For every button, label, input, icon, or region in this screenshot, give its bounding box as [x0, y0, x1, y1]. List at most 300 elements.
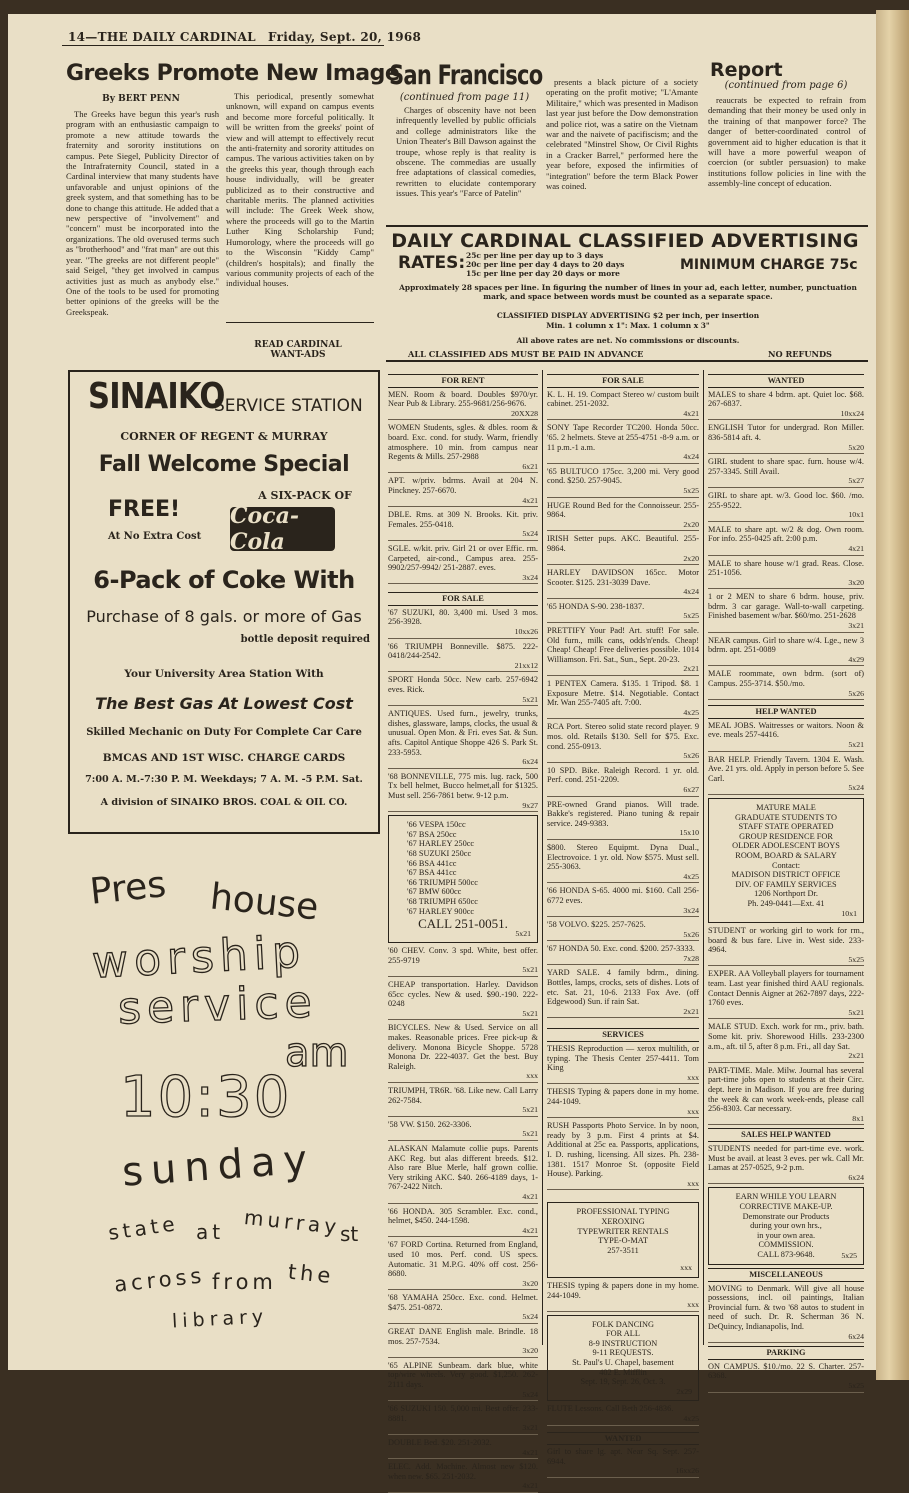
- sale-ad-code: 4x25: [683, 871, 699, 881]
- sale-ad-code: 3x20: [522, 1278, 538, 1288]
- motorcycle-line: '66 TRIUMPH 500cc: [407, 877, 478, 887]
- motorcycle-line: '67 BSA 250cc: [407, 829, 457, 839]
- mature-male-line: OLDER ADOLESCENT BOYS: [732, 841, 840, 851]
- classified-note-spacing: Approximately 28 spaces per line. In figuring the number of lines in your ad, each letter, number, punctuation mark, and space between words must be counted as a separate space.: [399, 283, 857, 301]
- sale-ad: [547, 423, 699, 463]
- pres-word: Pres: [88, 864, 168, 913]
- sale-ad: [388, 1361, 538, 1401]
- rate-lines: [466, 251, 624, 278]
- sale-ad-text: ELEC. Add. Machine. Almost new $120. when new. $65. 251-2032.: [388, 1462, 538, 1481]
- sale-ad-text: DOUBLE Bed. $20. 251-2032.: [388, 1438, 492, 1447]
- motorcycle-line: '67 HARLEY 900cc: [407, 906, 475, 916]
- help-ad: [708, 721, 864, 752]
- sinaiko-corner: CORNER OF REGENT & MURRAY: [120, 430, 328, 443]
- wanted-ad: [708, 525, 864, 556]
- sale-ad-code: 4x24: [683, 452, 699, 462]
- earn-line: in your own area.: [756, 1230, 816, 1240]
- sale-ad: [547, 800, 699, 840]
- earn-while-learn-box: [708, 1187, 864, 1265]
- wanted-ad: [708, 491, 864, 522]
- folk-dancing-line: FOR ALL: [606, 1329, 640, 1339]
- sales-help-ad-code: 6x24: [848, 1172, 864, 1182]
- parking-ad: [708, 1362, 864, 1393]
- rent-ad-code: 5x24: [522, 529, 538, 539]
- wanted-ad: [708, 592, 864, 632]
- earn-line: Demonstrate our Products: [742, 1211, 830, 1221]
- help-ad: [708, 1022, 864, 1062]
- mature-male-line: Ph. 249-0441—Ext. 41: [747, 898, 825, 908]
- sale-ad-code: 5x26: [683, 929, 699, 939]
- sf-continued: (continued from page 11): [399, 92, 530, 103]
- rent-ad: [388, 476, 538, 507]
- sale-ad: [547, 501, 699, 532]
- sinaiko-charge-cards: BMCAS AND 1ST WISC. CHARGE CARDS: [102, 752, 346, 764]
- sale-ad: [547, 968, 699, 1018]
- sale-ad-code: 4x21: [522, 1191, 538, 1201]
- service-ad: [547, 1087, 699, 1118]
- classified-column-a: [388, 372, 538, 1491]
- sale-ad: [547, 568, 699, 599]
- for-sale-list-b: [547, 390, 699, 1019]
- sf-headline: San Francisco: [389, 60, 543, 91]
- service-ad-text: RUSH Passports Photo Service. In by noon, ready by 3 p.m. First 4 prints at $4. Additional at 25c ea. Passports, applications, I. D. rushing, licensing. All sizes. Ph. 238-1381. 1517 Monroe St. (opposite Field House). Parking.: [547, 1121, 699, 1179]
- for-rent-head: FOR RENT: [388, 374, 538, 388]
- at-word: at: [196, 1220, 225, 1244]
- sale-ad-text: '65 HONDA S-90. 238-1837.: [547, 601, 645, 611]
- classified-column-b: [547, 372, 699, 1476]
- help-ad-code: 5x21: [848, 1007, 864, 1017]
- sale-ad-code: 21xx12: [514, 660, 538, 670]
- sale-ad-code: 4x21: [522, 1225, 538, 1235]
- sale-ad: [388, 1404, 538, 1435]
- miscellaneous-head: MISCELLANEOUS: [708, 1268, 864, 1282]
- typing-line: TYPEWRITER RENTALS: [577, 1226, 669, 1236]
- earn-line: EARN WHILE YOU LEARN: [735, 1192, 837, 1202]
- sale-ad-text: GREAT DANE English male. Brindle. 18 mos. 257-7534.: [388, 1327, 538, 1346]
- service-ad: [547, 1121, 699, 1190]
- sale-ad-code: 10xx26: [514, 627, 538, 637]
- sale-ad-code: 5x25: [683, 485, 699, 495]
- motorcycle-code: 5x21: [515, 928, 531, 938]
- sale-ad-code: 5x26: [683, 751, 699, 761]
- service-time: 10:30: [120, 1065, 292, 1130]
- motorcycle-line: '68 TRIUMPH 650cc: [407, 896, 478, 906]
- sinaiko-deposit: bottle deposit required: [240, 634, 370, 645]
- rent-ad-text: DBLE. Rms. at 309 N. Brooks. Kit. priv. Females. 255-0418.: [388, 510, 538, 529]
- miscellaneous-ad-code: 6x24: [848, 1331, 864, 1341]
- typing-code: xxx: [680, 1263, 692, 1273]
- earn-line: COMMISSION.: [758, 1240, 814, 1250]
- sale-ad: [547, 679, 699, 719]
- sale-ad-text: '65 BULTUCO 175cc. 3,200 mi. Very good cond. $250. 257-9045.: [547, 466, 699, 486]
- help-ad-code: 5x24: [848, 783, 864, 793]
- motorcycle-call: CALL 251-0051.: [418, 916, 508, 932]
- wanted-head-b: WANTED: [547, 1432, 699, 1446]
- wanted-ad-code: 3x21: [848, 621, 864, 631]
- help-ad-code: 5x21: [848, 740, 864, 749]
- wanted-ad-text: GIRL to share apt. w/3. Good loc. $60. /mo. 255-9522.: [708, 490, 864, 510]
- sale-ad: [547, 534, 699, 565]
- sf-col2: [546, 77, 698, 217]
- help-ad-text: EXPER. AA Volleyball players for tournament team. Last year finished third AAU regionals. Contact Dennis Aigner at 262-7897 days, 222-1760 eves.: [708, 969, 864, 1008]
- sale-ad: [547, 944, 699, 965]
- library-word: library: [171, 1305, 269, 1333]
- sale-ad: [547, 626, 699, 676]
- sale-ad-text: '66 HONDA S-65. 4000 mi. $160. Call 256-6772 eves.: [547, 886, 699, 905]
- sale-ad-text: '68 BONNEVILLE, 775 mis. lug. rack, 500 Tx bell helmet, Bucco helmet,all for $1325. Must sell. 256-7861 betw. 9-12 p.m.: [388, 771, 538, 800]
- rent-ad-text: WOMEN Students, sgles. & dbles. room & board. Exc. cond. for study. Warm, friendly atmosphere. 10 min. from campus near Regents & Mills. 257-2988: [388, 423, 538, 462]
- sale-ad-text: K. L. H. 19. Compact Stereo w/ custom built cabinet. 251-2032.: [547, 389, 699, 409]
- rate-line: 25c per line per day up to 3 days: [466, 251, 604, 260]
- mature-male-line: GRADUATE STUDENTS TO: [734, 812, 838, 822]
- typing-lines: [554, 1207, 692, 1255]
- sale-ad-text: BICYCLES. New & Used. Service on all makes. Reasonable prices. Free pick-up & delivery. Monona Bicycle Shoppe. 5728 Monona Dr. 222-4037. Get the best. Buy Raleigh.: [388, 1023, 538, 1071]
- sale-ad-text: '68 YAMAHA 250cc. Exc. cond. Helmet. $475. 251-0872.: [388, 1293, 538, 1312]
- earn-line: during your own hrs.,: [750, 1221, 822, 1231]
- sinaiko-purchase: Purchase of 8 gals. or more of Gas: [86, 607, 362, 626]
- sale-ad-text: '58 VW. $150. 262-3306.: [388, 1119, 472, 1129]
- wanted-ad-text: ENGLISH Tutor for undergrad. Ron Miller. 836-5814 aft. 4.: [708, 423, 864, 442]
- folk-dancing-box: [547, 1315, 699, 1402]
- sale-ad-code: 3x21: [522, 1423, 538, 1433]
- for-sale-head: FOR SALE: [388, 592, 538, 606]
- sale-ad-code: 5x21: [522, 694, 538, 704]
- earn-lines: [715, 1192, 857, 1259]
- wanted-ad-code: 10x1: [848, 510, 864, 520]
- motorcycle-line: '66 BSA 441cc: [407, 858, 457, 868]
- state-word: state: [106, 1211, 180, 1245]
- col-rule-2: [703, 370, 704, 1345]
- classified-title: DAILY CARDINAL CLASSIFIED ADVERTISING: [391, 230, 859, 252]
- sale-ad-code: 2x20: [683, 519, 699, 529]
- service-word: service: [117, 976, 319, 1035]
- sale-ad: [547, 886, 699, 917]
- service-ad-text: THESIS Typing & papers done in my home. 244-1049.: [547, 1087, 699, 1106]
- classified-header-rule: [386, 360, 868, 362]
- mature-male-line: 1206 Northport Dr.: [754, 889, 818, 899]
- help-ad-code: 2x21: [848, 1051, 864, 1061]
- sinaiko-best-gas: The Best Gas At Lowest Cost: [95, 694, 353, 713]
- flute-ad-code: 4x25: [683, 1414, 699, 1424]
- sf-col1-text: Charges of obscenity have not been infrequently levelled by public officials and college administrators like the Union Theater's Bill Dawson against the troupe, whose reply is that reality is obscene. The commedias are usually free adaptations of classical comedies, rewritten to elucidate contemporary issues. This year's "Farce of Patelin": [396, 105, 536, 199]
- sale-ad-code: 15x10: [679, 828, 699, 838]
- from-word: from: [212, 1270, 277, 1294]
- wanted-ad: [708, 559, 864, 590]
- wanted-ad-code: 3x20: [848, 577, 864, 587]
- sale-ad: [388, 1438, 538, 1459]
- sales-help-list: [708, 1144, 864, 1184]
- col-rule-1: [542, 370, 543, 1345]
- sale-ad-code: 2x20: [683, 553, 699, 563]
- sale-ad-code: 4x25: [683, 707, 699, 717]
- rent-ad: [388, 423, 538, 473]
- sale-ad-text: TRIUMPH, TR6R. '68. Like new. Call Larry 262-7584.: [388, 1086, 538, 1105]
- motorcycle-line: '68 SUZUKI 250cc: [407, 848, 472, 858]
- folk-dancing-line: 402 E. Mifflin: [599, 1367, 647, 1377]
- wanted-ad-text: Girl to share lg. apt. Near Sq. Sept. 257-6944.: [547, 1447, 699, 1466]
- sale-ad-text: HUGE Round Bed for the Connoisseur. 255-9864.: [547, 500, 699, 520]
- classified-advance-notice: ALL CLASSIFIED ADS MUST BE PAID IN ADVANCE: [408, 349, 644, 359]
- motorcycle-line: '67 BMW 600cc: [407, 887, 462, 897]
- sale-ad: [547, 602, 699, 623]
- earn-line: CALL 873-9648.: [757, 1249, 815, 1259]
- mature-male-line: GROUP RESIDENCE FOR: [739, 831, 833, 841]
- typing-line: XEROXING: [601, 1216, 645, 1226]
- rent-ad-text: MEN. Room & board. Doubles $970/yr. Near Pub & Library. 255-9681/256-9676.: [388, 389, 538, 409]
- report-headline: Report: [710, 59, 783, 81]
- thesis-ad: [547, 1281, 699, 1312]
- classified-note-net: All above rates are net. No commissions or discounts.: [516, 336, 740, 345]
- sale-ad-code: 6x27: [683, 784, 699, 794]
- folio-left: 14—THE DAILY CARDINAL: [68, 30, 256, 44]
- help-ad: [708, 969, 864, 1019]
- sale-ad-text: ALASKAN Malamute collie pups. Parents AKC Reg. but alas different breeds. $12. Also rare Blue Merle, half grown collie. Very striking AKC. $40. 266-4189 days, 1-767-2422 Nitch.: [388, 1143, 538, 1192]
- help-wanted-head: HELP WANTED: [708, 705, 864, 719]
- sale-ad-text: '66 HONDA. 305 Scrambler. Exc. cond., helmet, $450. 244-1598.: [388, 1206, 538, 1226]
- service-ad-text: THESIS Reproduction — xerox multilith, or typing. The Thesis Center 257-4411. Tom King: [547, 1044, 699, 1073]
- help-ad-text: MALE STUD. Exch. work for rm., priv. bath. Some kit. priv. Shorewood Hills. 233-2300 a.m., aft. til 5, after 8 p.m. Fri., all day Sat.: [708, 1022, 864, 1051]
- wanted-ad: [708, 390, 864, 421]
- report-text: [708, 95, 866, 215]
- the-word: the: [286, 1259, 336, 1289]
- thesis-ad-text: THESIS typing & papers done in my home. 244-1049.: [547, 1280, 699, 1300]
- sale-ad-text: PRETTIFY Your Pad! Art. stuff! For sale. Old furn., milk cans, odds'n'ends. Cheap! Cheap! Cheap! Free deliveries possible. 1014 Williamson. Fri. Sat., Sun., Sept. 20-23.: [547, 626, 699, 664]
- sale-ad: [547, 390, 699, 421]
- classified-no-refunds: NO REFUNDS: [768, 349, 832, 359]
- wanted-ad-code: 10xx24: [840, 408, 864, 418]
- sale-ad-text: '67 SUZUKI, 80. 3,400 mi. Used 3 mos. 256-3928.: [388, 607, 538, 627]
- sale-ad: [388, 1327, 538, 1358]
- sinaiko-fall-special: Fall Welcome Special: [98, 452, 350, 477]
- sale-ad-code: 2x21: [683, 1006, 699, 1016]
- help-ad: [708, 1066, 864, 1126]
- greeks-headline: Greeks Promote New Image: [66, 61, 400, 86]
- wanted-ad-code: 5x20: [848, 442, 864, 452]
- sale-ad-code: xxx: [526, 1071, 538, 1081]
- sale-ad-text: PRE-owned Grand pianos. Will trade. Bakke's registered. Piano tuning & repair service. 249-9383.: [547, 799, 699, 828]
- sale-ad: [388, 1462, 538, 1493]
- rent-ad-code: 3x24: [522, 572, 538, 582]
- greeks-end-rule: [226, 322, 374, 323]
- worship-word: worship: [90, 926, 308, 989]
- rate-line: 15c per line per day 20 days or more: [466, 269, 620, 278]
- folk-dancing-lines: [554, 1320, 692, 1387]
- rate-line: 20c per line per day 4 days to 20 days: [466, 260, 625, 269]
- mature-male-line: ROOM, BOARD & SALARY: [735, 850, 837, 860]
- sale-ad: [388, 946, 538, 977]
- wanted-ad-text: MALES to share 4 bdrm. apt. Quiet loc. $68. 267-6837.: [708, 389, 864, 409]
- motorcycle-line: '67 HARLEY 250cc: [407, 839, 475, 849]
- rent-ad-code: 20XX28: [511, 408, 538, 418]
- sf-col2-text: presents a black picture of a society operating on the profit motive; "L'Amante Militaire," which was presented in Madison last year just before the Dow demonstration and police riot, was a satire on the Vietnam war and the naivete of pacifiscism; and the celebrated "Minstrel Show, Or Civil Rights in a Cracker Barrel," performed here the year before, exposed the infirmities of "integration" before the term Black Power was coined.: [546, 77, 698, 192]
- sale-ad: [388, 1144, 538, 1204]
- parking-ad-code: 5x25: [848, 1381, 864, 1391]
- sale-ad: [388, 1240, 538, 1290]
- sale-ad-code: 3x20: [522, 1346, 538, 1356]
- minimum-charge: MINIMUM CHARGE 75c: [680, 257, 858, 273]
- sales-help-ad-text: STUDENTS needed for part-time eve. work. Must be avail. at least 3 eves. per wk. Call Mr. Lamas at 257-0525, 9-2 p.m.: [708, 1143, 864, 1173]
- for-sale-head-b: FOR SALE: [547, 374, 699, 388]
- service-ad: [547, 1044, 699, 1084]
- greeks-col2-text: This periodical, presently somewhat unknown, will expand on campus events and become more forceful politically. It will be written from the greeks' point of view and will attempt to effectively recut the anti-fraternity and sorority attitudes on campus. The various activities taken on by the greeks this year, though through each house individually, will be greater publicized as to their constructive and charitable merits. The planned activities will include: The Greek Week show, where the proceeds will go to the Martin Luther King Scholarship Fund; Humorology, where the proceeds will go to the Wisconsin "Kiddy Camp" (children's hospitals); and finally the various community projects of each of the individual houses.: [226, 91, 374, 289]
- sale-ad-text: HARLEY DAVIDSON 165cc. Motor Scooter. $125. 231-3039 Dave.: [547, 568, 699, 587]
- classified-column-c: [708, 372, 864, 1391]
- for-sale-list-2: [388, 946, 538, 1493]
- sinaiko-six-pack-of: A SIX-PACK OF: [258, 489, 352, 502]
- miscellaneous-list: [708, 1284, 864, 1344]
- wanted-ad: [708, 669, 864, 700]
- wanted-ad-text: MALE to share apt. w/2 & dog. Own room. For info. 255-0425 aft. 2:00 p.m.: [708, 524, 864, 544]
- sale-ad-code: 7x28: [683, 953, 699, 963]
- rent-ad-text: SGLE. w/kit. priv. Girl 21 or over Effic. rm. Carpeted, air-cond., Campus area. 255-9902/257-9942/ 251-2887. eves.: [388, 543, 538, 573]
- sale-ad-text: 1 PENTEX Camera. $135. 1 Tripod. $8. 1 Exposure Metre. $14. Negotiable. Contact Mr. Wan 255-7405 aft. 7:00.: [547, 679, 699, 708]
- help-ad-text: STUDENT or working girl to work for rm., board & bus fare. Live in. West side. 233-4964.: [708, 926, 864, 955]
- sale-ad-code: 5x21: [522, 1008, 538, 1018]
- sinaiko-hours: 7:00 A. M.-7:30 P. M. Weekdays; 7 A. M. -5 P.M. Sat.: [85, 774, 363, 785]
- sale-ad: [388, 1120, 538, 1141]
- sale-ad: [388, 1207, 538, 1238]
- sale-ad-text: SPORT Honda 50cc. New carb. 257-6942 eves. Rick.: [388, 675, 538, 695]
- miscellaneous-ad: [708, 1284, 864, 1344]
- wanted-list-b: [547, 1447, 699, 1478]
- help-ad: [708, 926, 864, 966]
- for-sale-list: [388, 608, 538, 812]
- sale-ad: [388, 709, 538, 769]
- mature-male-line: DIV. OF FAMILY SERVICES: [735, 879, 837, 889]
- sale-ad-code: 4x24: [683, 587, 699, 597]
- motorcycle-line: '66 VESPA 150cc: [407, 820, 466, 830]
- am-word: am: [285, 1030, 349, 1076]
- parking-ad-text: ON CAMPUS. $10./mo. 22 S. Charter. 257-6368.: [708, 1361, 864, 1381]
- earn-line: CORRECTIVE MAKE-UP.: [739, 1201, 833, 1211]
- sale-ad-text: RCA Port. Stereo solid state record player. 9 mos. old. Retails $130. Sell for $75. Exc. cond. 255-0913.: [547, 722, 699, 751]
- help-ad-text: MEAL JOBS. Waitresses or waitors. Noon & eve. meals 257-4416.: [708, 720, 864, 740]
- sale-ad: [388, 1293, 538, 1324]
- rent-ad: [388, 544, 538, 584]
- sale-ad-code: 6x24: [522, 757, 538, 767]
- classified-top-rule: [386, 225, 868, 227]
- help-ad: [708, 755, 864, 795]
- rent-ad-code: 4x21: [522, 495, 538, 505]
- wanted-head-c: WANTED: [708, 374, 864, 388]
- flute-ad-text: FLUTE Lessons. Call Beth 256-4836.: [547, 1404, 674, 1414]
- mature-male-line: MATURE MALE: [756, 802, 816, 812]
- sinaiko-no-extra-cost: At No Extra Cost: [108, 531, 202, 542]
- st-word: st: [340, 1222, 359, 1246]
- sinaiko-station: SERVICE STATION: [214, 396, 363, 416]
- greeks-col1-text: The Greeks have begun this year's rush program with an enthusiastic campaign to promote a new attitude towards the fraternity and sorority institutions on campus. Pete Siegel, Publicity Director of the Intrafraternity Council, stated in a Cardinal interview that many students have unfavorable and unjust opinions of the greek system, and that something has to be done to change this attitude. He added that a new perspective of "involvement" and "concern" must be incorporated into the organizations. The old overused terms such as "brotherhood" and "frat man" are out this year. "The greeks are not different people" said Seigel, "they get involved in campus activities just as much as anybody else." One of the tools to be used for promoting better opinions of the greeks will be the Greekspeak.: [66, 109, 219, 317]
- sale-ad: [388, 675, 538, 706]
- sinaiko-name: SINAIKO: [88, 376, 225, 417]
- sale-ad: [547, 722, 699, 762]
- help-ad-text: BAR HELP. Friendly Tavern. 1304 E. Wash. Ave. 21 yrs. old. Apply in person before 5. See Carl.: [708, 754, 864, 783]
- coca-cola-logo: Coca-Cola: [230, 507, 335, 551]
- typing-ad-box: [547, 1202, 699, 1278]
- parking-head: PARKING: [708, 1346, 864, 1360]
- classified-note-size: Min. 1 column x 1": Max. 1 column x 3": [546, 321, 710, 330]
- services-list: [547, 1044, 699, 1190]
- greeks-byline: By BERT PENN: [102, 94, 180, 104]
- sale-ad-code: 4x21: [522, 1447, 538, 1457]
- folk-dancing-line: FOLK DANCING: [592, 1319, 654, 1329]
- sale-ad-text: '60 CHEV. Conv. 3 spd. White, best offer. 255-9719: [388, 946, 538, 965]
- wanted-ad: [708, 457, 864, 488]
- wanted-ad: [708, 636, 864, 667]
- wanted-ad-code: 4x21: [848, 543, 864, 553]
- wanted-ad-text: GIRL student to share spac. furn. house w/4. 257-3345. Still Avail.: [708, 457, 864, 476]
- parking-list: [708, 1362, 864, 1393]
- earn-code: 5x25: [841, 1250, 857, 1260]
- help-ad-code: 8x1: [852, 1113, 864, 1123]
- sale-ad-text: ANTIQUES. Used furn., jewelry, trunks, dishes, glassware, lamps, clocks, the usual & unusual. Open Mon. & Fri. eves Sat. & Sun. afts. Capitol Antique Shoppe 426 S. Park St. 233-5953.: [388, 709, 538, 757]
- help-ad-text: PART-TIME. Male. Milw. Journal has several part-time jobs open to students at their Circ. dept. here in Madison. If you are free during the week & can work week-ends, please call 256-8303. Car necessary.: [708, 1065, 864, 1114]
- sale-ad: [388, 642, 538, 673]
- service-ad-code: xxx: [687, 1106, 699, 1116]
- services-head: SERVICES: [547, 1028, 699, 1042]
- sale-ad: [388, 1086, 538, 1117]
- sale-ad-code: 4x21: [683, 408, 699, 418]
- sale-ad-text: CHEAP transportation. Harley. Davidson 65cc cycles. New & used. $90.-190. 222-0248: [388, 980, 538, 1009]
- sale-ad-code: 5x21: [522, 965, 538, 975]
- wanted-ad-text: MALE roommate, own bdrm. (sort of) Campus. 255-3714. $50./mo.: [708, 669, 864, 689]
- greeks-col2: [226, 91, 374, 319]
- murray-word: murray: [243, 1205, 342, 1239]
- for-rent-list: [388, 390, 538, 585]
- sale-ad-code: 5x21: [522, 1129, 538, 1139]
- folk-dancing-line: 8-9 INSTRUCTION: [588, 1338, 658, 1348]
- sale-ad-code: 9x27: [522, 800, 538, 810]
- mature-male-box: [708, 798, 864, 923]
- help-wanted-list-2: [708, 926, 864, 1125]
- house-word: house: [208, 876, 321, 929]
- folio-date: Friday, Sept. 20, 1968: [268, 30, 422, 44]
- flute-ad: [547, 1404, 699, 1425]
- wanted-ad: [547, 1447, 699, 1478]
- rates-label: RATES:: [398, 253, 466, 273]
- sale-ad: [388, 772, 538, 812]
- help-wanted-list: [708, 721, 864, 795]
- wanted-ad-text: 1 or 2 MEN to share 6 bdrm. house, priv. bdrm. 3 car garage. Wall-to-wall carpeting. Finished basement w/bar. $60/mo. 251-2628: [708, 592, 864, 621]
- sale-ad: [547, 920, 699, 941]
- wanted-ad-code: 5x26: [848, 688, 864, 698]
- sale-ad-text: '67 HONDA 50. Exc. cond. $200. 257-3333.: [547, 944, 695, 954]
- sale-ad: [547, 766, 699, 797]
- wanted-ad-text: MALE to share house w/1 grad. Reas. Close. 251-1056.: [708, 558, 864, 578]
- motorcycle-line: '67 BSA 441cc: [407, 868, 457, 878]
- typing-line: TYPE-O-MAT: [598, 1236, 648, 1246]
- sale-ad-code: 2x21: [683, 664, 699, 674]
- rent-ad-code: 6x21: [522, 461, 538, 471]
- classified-note-display: CLASSIFIED DISPLAY ADVERTISING $2 per inch, per insertion: [496, 311, 760, 320]
- sale-ad-text: '58 VOLVO. $225. 257-7625.: [547, 920, 646, 930]
- sinaiko-division: A division of SINAIKO BROS. COAL & OIL CO.: [100, 797, 348, 808]
- rent-ad: [388, 510, 538, 541]
- mature-male-line: STAFF STATE OPERATED: [738, 822, 834, 832]
- mature-male-lines: [715, 803, 857, 909]
- sinaiko-six-pack-coke: 6-Pack of Coke With: [93, 566, 355, 594]
- folio-rule: [62, 45, 384, 46]
- sinaiko-area: Your University Area Station With: [124, 668, 324, 680]
- sale-ad-text: '65 ALPINE Sunbeam. dark blue, white top/wire wheels. Very good. $1,250. 262-2111 days.: [388, 1360, 538, 1390]
- folk-dancing-line: 9-11 REQUESTS.: [592, 1348, 654, 1358]
- wanted-ad: [708, 423, 864, 454]
- typing-line: PROFESSIONAL TYPING: [576, 1207, 670, 1217]
- miscellaneous-ad-text: MOVING to Denmark. Will give all house possessions, incl. oil paintings, Italian Provincial furn. & two '68 autos to student in need of such. Dr. R. Scherman 36 N. DeQuincy, Indianapolis, Ind.: [708, 1283, 864, 1332]
- motorcycle-list: [395, 820, 531, 916]
- sunday-word: sunday: [120, 1136, 317, 1196]
- sale-ad: [388, 1023, 538, 1083]
- mature-male-line: Contact:: [771, 860, 801, 870]
